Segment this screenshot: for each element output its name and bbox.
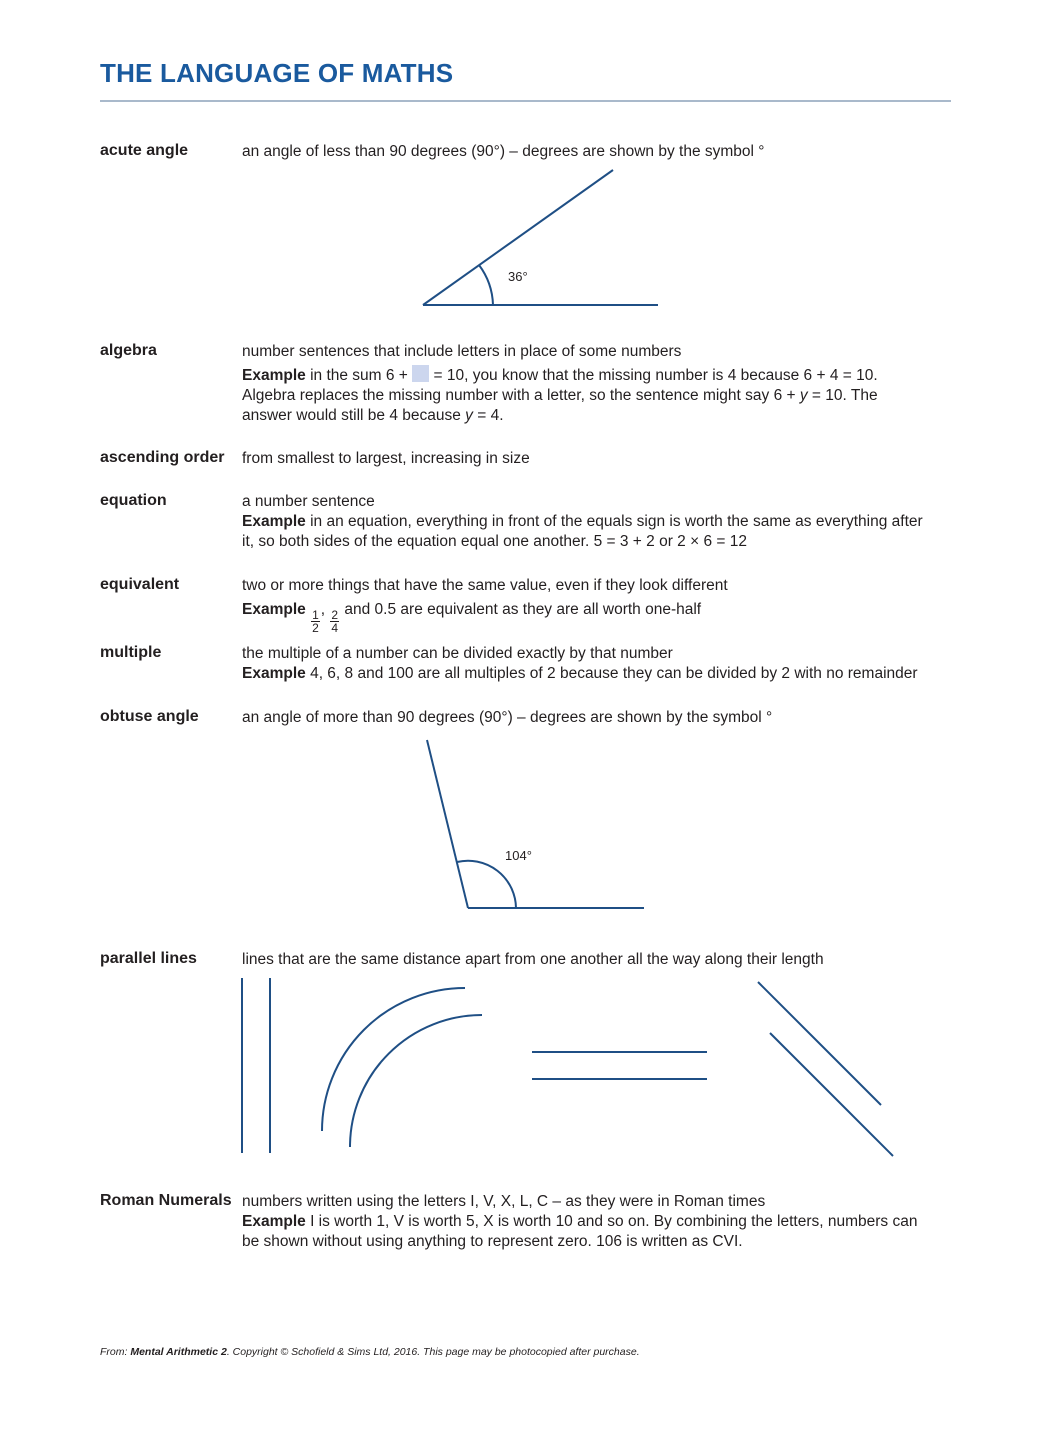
title-divider — [100, 100, 951, 102]
vertical-parallel-lines — [242, 978, 270, 1153]
acute-angle-upper-ray — [423, 170, 613, 305]
definition-text: a number sentence — [242, 493, 375, 510]
page-title: THE LANGUAGE OF MATHS — [100, 58, 454, 88]
obtuse-angle-upper-ray — [427, 740, 468, 908]
variable-y: y — [799, 387, 808, 404]
example-body: 4, 6, 8 and 100 are all multiples of 2 because they can be divided by 2 with no remainder — [305, 665, 918, 682]
obtuse-angle-measure: 104° — [505, 848, 532, 863]
example-label: Example — [242, 513, 306, 530]
term-equation: equation — [100, 492, 167, 509]
example-part: = 4. — [472, 407, 504, 424]
example-text — [242, 512, 932, 552]
definition-text: from smallest to largest, increasing in size — [242, 450, 530, 467]
definition-text: numbers written using the letters I, V, X, L, C – as they were in Roman times — [242, 1193, 766, 1210]
definition-text: two or more things that have the same value, even if they look different — [242, 577, 728, 594]
acute-angle-arc — [479, 265, 493, 305]
example-text — [242, 664, 954, 684]
example-label: Example — [242, 601, 306, 618]
example-label: Example — [242, 367, 306, 384]
term-equivalent: equivalent — [100, 576, 180, 593]
definition-text: lines that are the same distance apart from one another all the way along their length — [242, 951, 824, 968]
fraction-denominator: 2 — [312, 621, 319, 635]
example-label: Example — [242, 665, 306, 682]
definition-text: number sentences that include letters in place of some numbers — [242, 343, 682, 360]
definition-text: the multiple of a number can be divided exactly by that number — [242, 645, 673, 662]
fraction-one-half — [311, 609, 320, 634]
definition-acute-angle — [242, 142, 954, 162]
term-roman-numerals: Roman Numerals — [100, 1192, 232, 1209]
definition-text: an angle of more than 90 degrees (90°) – degrees are shown by the symbol ° — [242, 709, 773, 726]
term-algebra: algebra — [100, 342, 157, 359]
term-multiple: multiple — [100, 644, 162, 661]
fraction-denominator: 4 — [331, 621, 339, 635]
term-acute-angle: acute angle — [100, 142, 189, 159]
acute-angle-measure: 36° — [508, 269, 528, 284]
obtuse-angle-diagram — [0, 730, 1051, 920]
example-part: = 10. The answer would still be 4 because — [242, 387, 878, 424]
definition-obtuse-angle — [242, 708, 954, 728]
fraction-numerator: 1 — [312, 608, 319, 622]
definition-parallel-lines — [242, 950, 954, 970]
footer-prefix: From: — [100, 1346, 131, 1358]
definition-algebra — [242, 342, 922, 426]
acute-angle-diagram — [0, 160, 1051, 320]
fraction-two-quarters — [330, 609, 339, 634]
example-text — [242, 600, 954, 634]
example-text — [242, 1212, 932, 1252]
copyright-footer — [100, 1346, 640, 1358]
fraction-numerator: 2 — [331, 608, 339, 622]
footer-book-title: Mental Arithmetic 2 — [130, 1346, 227, 1358]
fraction-separator: , — [320, 601, 326, 618]
parallel-lines-diagram — [0, 970, 1051, 1170]
example-body: in an equation, everything in front of the equals sign is worth the same as everything after it, so both sides of the equation equal one another. 5 = 3 + 2 or 2 × 6 = 12 — [242, 513, 923, 550]
missing-number-box — [412, 365, 429, 382]
variable-y: y — [465, 407, 473, 424]
footer-copyright: . Copyright © Schofield & Sims Ltd, 2016. This page may be photocopied after purchase. — [226, 1346, 640, 1358]
definition-multiple — [242, 644, 954, 684]
example-body: and 0.5 are equivalent as they are all worth one-half — [340, 601, 702, 618]
definition-roman-numerals — [242, 1192, 932, 1252]
term-obtuse-angle: obtuse angle — [100, 708, 199, 725]
example-text — [242, 365, 922, 426]
curved-parallel-lines — [322, 988, 482, 1147]
term-ascending-order: ascending order — [100, 449, 225, 466]
definition-equivalent — [242, 576, 954, 634]
definition-equation — [242, 492, 932, 552]
example-label: Example — [242, 1213, 306, 1230]
term-parallel-lines: parallel lines — [100, 950, 197, 967]
example-part: = 10, you know that the missing number is 4 because 6 + 4 = 10. Algebra replaces the missing number with a letter, so the sentence might say 6 + — [242, 367, 878, 404]
diagonal-parallel-lines — [758, 982, 893, 1156]
example-part: in the sum 6 + — [305, 367, 413, 384]
definition-ascending-order — [242, 449, 954, 469]
example-body: I is worth 1, V is worth 5, X is worth 10 and so on. By combining the letters, numbers can be shown without using anything to represent zero. 106 is written as CVI. — [242, 1213, 918, 1250]
definition-text: an angle of less than 90 degrees (90°) – degrees are shown by the symbol ° — [242, 143, 765, 160]
horizontal-parallel-lines — [532, 1052, 707, 1079]
